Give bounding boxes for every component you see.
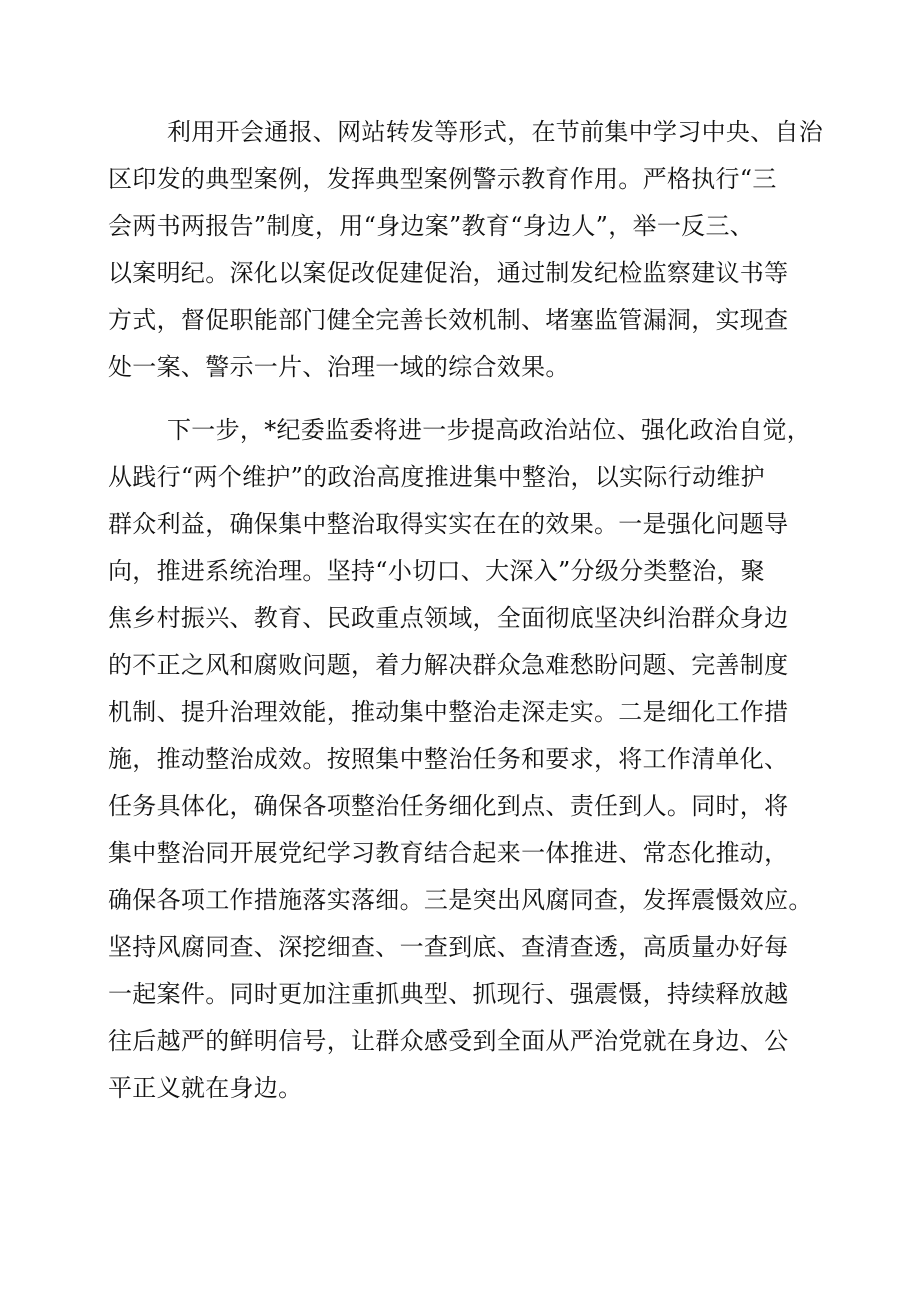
paragraph-line: 利用开会通报、网站转发等形式，在节前集中学习中央、自治: [167, 118, 824, 146]
paragraph-line: 集中整治同开展党纪学习教育结合起来一体推进、常态化推动，: [108, 839, 789, 867]
paragraph-line: 焦乡村振兴、教育、民政重点领域，全面彻底坚决纠治群众身边: [108, 604, 789, 632]
paragraph-line: 平正义就在身边。: [108, 1074, 303, 1102]
paragraph-line: 下一步，*纪委监委将进一步提高政治站位、强化政治自觉，: [167, 416, 812, 444]
paragraph-line: 从践行“两个维护”的政治高度推进集中整治，以实际行动维护: [108, 463, 765, 491]
paragraph-line: 施，推动整治成效。按照集中整治任务和要求，将工作清单化、: [108, 745, 789, 773]
paragraph-line: 群众利益，确保集中整治取得实实在在的效果。一是强化问题导: [108, 510, 789, 538]
paragraph-line: 任务具体化，确保各项整治任务细化到点、责任到人。同时，将: [108, 792, 789, 820]
paragraph-line: 机制、提升治理效能，推动集中整治走深走实。二是细化工作措: [108, 698, 789, 726]
paragraph-line: 的不正之风和腐败问题，着力解决群众急难愁盼问题、完善制度: [108, 651, 789, 679]
paragraph-line: 一起案件。同时更加注重抓典型、抓现行、强震慑，持续释放越: [108, 980, 789, 1008]
paragraph-line: 区印发的典型案例，发挥典型案例警示教育作用。严格执行“三: [108, 165, 777, 193]
paragraph-line: 向，推进系统治理。坚持“小切口、大深入”分级分类整治，聚: [108, 557, 765, 585]
paragraph-line: 往后越严的鲜明信号，让群众感受到全面从严治党就在身边、公: [108, 1027, 789, 1055]
paragraph-line: 以案明纪。深化以案促改促建促治，通过制发纪检监察建议书等: [108, 259, 789, 287]
paragraph-line: 处一案、警示一片、治理一域的综合效果。: [108, 353, 570, 381]
paragraph-line: 坚持风腐同查、深挖细查、一查到底、查清查透，高质量办好每: [108, 933, 789, 961]
paragraph-line: 方式，督促职能部门健全完善长效机制、堵塞监管漏洞，实现查: [108, 306, 789, 334]
paragraph-line: 确保各项工作措施落实落细。三是突出风腐同查，发挥震慑效应。: [108, 886, 813, 914]
paragraph-line: 会两书两报告”制度，用“身边案”教育“身边人”，举一反三、: [108, 212, 755, 240]
